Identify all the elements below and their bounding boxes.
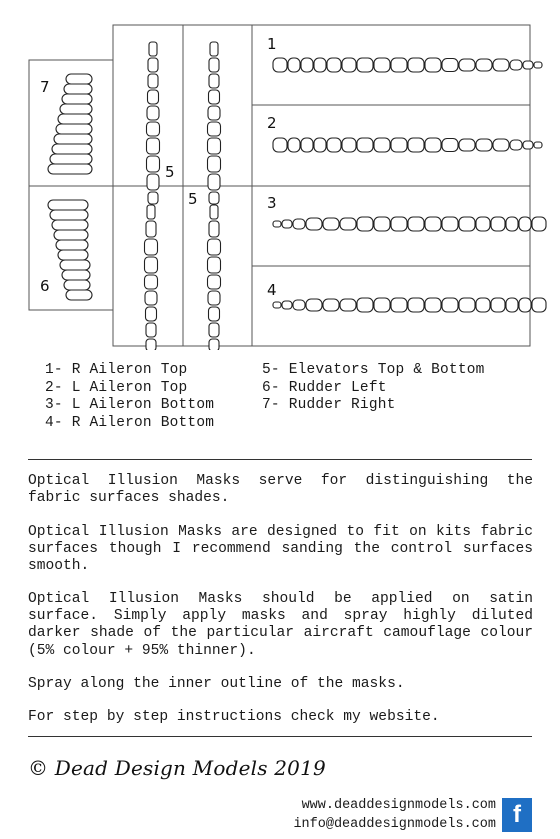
part-number-5-top: 5 (165, 163, 175, 181)
elevator-segment (209, 221, 219, 237)
rudder-right-segment (66, 74, 92, 84)
aileron-3-segment (374, 217, 390, 231)
rudder-right-segment (48, 164, 92, 174)
elevator-segment (208, 138, 221, 154)
rudder-left-segment (52, 220, 88, 230)
aileron-3-segment (323, 218, 339, 230)
aileron-3-segment (491, 217, 505, 231)
aileron-4-segment (459, 298, 475, 312)
aileron-3-segment (306, 218, 322, 230)
part-number-7: 7 (40, 78, 50, 96)
elevator-segment (208, 106, 220, 120)
aileron-1-segment (327, 58, 341, 72)
aileron-2-segment (273, 138, 287, 152)
elevator-segment (210, 205, 218, 219)
legend-right-column (262, 362, 485, 415)
aileron-4-segment (374, 298, 390, 312)
aileron-1-segment (459, 59, 475, 71)
description-paragraph: Optical Illusion Masks should be applied on satin surface. Simply apply masks and spray highly diluted darker shade of the particular aircraft camouflage colour (5% colour + 95% thinner). (28, 591, 533, 659)
elevator-segment (145, 239, 158, 255)
part-number-5-bottom: 5 (188, 190, 198, 208)
part-number-2: 2 (267, 114, 277, 132)
part-number-4: 4 (267, 281, 277, 299)
rudder-left-segment (62, 270, 90, 280)
elevator-segment (208, 122, 221, 136)
elevator-segment (210, 42, 218, 56)
aileron-4-segment (282, 301, 292, 309)
aileron-1-segment (523, 61, 533, 69)
rudder-right-segment (64, 84, 92, 94)
rudder-right-segment (50, 154, 92, 164)
aileron-1-segment (476, 59, 492, 71)
website-link[interactable]: www.deaddesignmodels.com (301, 798, 496, 813)
aileron-4-segment (425, 298, 441, 312)
elevator-segment (209, 58, 219, 72)
legend-item: 3- L Aileron Bottom (45, 397, 215, 413)
elevator-segment (209, 323, 219, 337)
elevator-segment (148, 58, 158, 72)
aileron-1-segment (357, 58, 373, 72)
copyright-notice: © Dead Design Models 2019 (28, 756, 326, 780)
facebook-glyph: f (513, 801, 521, 828)
aileron-3-segment (459, 217, 475, 231)
elevator-segment (146, 221, 156, 237)
part-number-1: 1 (267, 35, 277, 53)
aileron-4-segment (519, 298, 531, 312)
aileron-4-segment (273, 302, 281, 308)
mask-sheet-diagram (0, 0, 560, 350)
elevator-segment (145, 275, 158, 289)
legend-item: 6- Rudder Left (262, 379, 387, 396)
aileron-2-segment (301, 138, 313, 152)
aileron-2-segment (459, 139, 475, 151)
elevator-segment (208, 156, 221, 172)
aileron-2-segment (442, 139, 458, 152)
aileron-3-segment (425, 217, 441, 231)
aileron-2-segment (493, 139, 509, 151)
elevator-segment (145, 291, 157, 305)
aileron-3-segment (519, 217, 531, 231)
elevator-segment (146, 339, 156, 350)
aileron-3-segment (293, 219, 305, 229)
legend-item: 4- R Aileron Bottom (45, 414, 215, 431)
elevator-segment (209, 192, 219, 204)
aileron-1-segment (374, 58, 390, 72)
elevator-segment (148, 74, 158, 88)
aileron-1-segment (391, 58, 407, 72)
aileron-4-segment (506, 298, 518, 312)
aileron-1-segment (493, 59, 509, 71)
aileron-2-segment (523, 141, 533, 149)
legend-item: 5- Elevators Top & Bottom (262, 362, 485, 378)
aileron-3-segment (476, 217, 490, 231)
description-paragraph: Spray along the inner outline of the masks. (28, 676, 405, 692)
elevator-segment (209, 74, 219, 88)
aileron-4-segment (408, 298, 424, 312)
aileron-2-segment (425, 138, 441, 152)
aileron-4-segment (293, 300, 305, 310)
aileron-2-segment (327, 138, 341, 152)
elevator-segment (147, 156, 160, 172)
legend-item: 1- R Aileron Top (45, 362, 188, 378)
aileron-4-segment (491, 298, 505, 312)
aileron-2-segment (391, 138, 407, 152)
divider-top (28, 459, 532, 460)
elevator-segment (149, 42, 157, 56)
aileron-2-segment (342, 138, 356, 152)
elevator-segment (147, 205, 155, 219)
legend-item: 2- L Aileron Top (45, 379, 188, 396)
rudder-left-segment (64, 280, 90, 290)
rudder-right-segment (62, 94, 92, 104)
aileron-2-segment (314, 138, 326, 152)
part-number-3: 3 (267, 194, 277, 212)
elevator-segment (209, 339, 219, 350)
aileron-4-segment (340, 299, 356, 311)
rudder-right-segment (52, 144, 92, 154)
description-paragraph: Optical Illusion Masks are designed to fit on kits fabric surfaces though I recommend sanding the control surfaces smooth. (28, 524, 533, 575)
elevator-segment (148, 192, 158, 204)
legend-left-column (45, 362, 214, 432)
aileron-4-segment (323, 299, 339, 311)
elevator-segment (208, 275, 221, 289)
aileron-4-segment (442, 298, 458, 312)
aileron-4-segment (306, 299, 322, 311)
aileron-4-segment (357, 298, 373, 312)
elevator-segment (208, 174, 220, 190)
aileron-4-segment (391, 298, 407, 312)
rudder-left-segment (54, 230, 88, 240)
aileron-4-segment (532, 298, 546, 312)
aileron-3-segment (340, 218, 356, 230)
aileron-1-segment (408, 58, 424, 72)
aileron-1-segment (534, 62, 542, 68)
elevator-segment (208, 291, 220, 305)
rudder-left-segment (66, 290, 92, 300)
rudder-right-segment (58, 114, 92, 124)
elevator-segment (146, 307, 157, 321)
elevator-segment (145, 257, 158, 273)
aileron-2-segment (476, 139, 492, 151)
part-number-6: 6 (40, 277, 50, 295)
aileron-3-segment (408, 217, 424, 231)
aileron-4-segment (476, 298, 490, 312)
aileron-3-segment (282, 220, 292, 228)
aileron-1-segment (510, 60, 522, 70)
aileron-2-segment (357, 138, 373, 152)
rudder-left-segment (58, 250, 88, 260)
aileron-3-segment (357, 217, 373, 231)
description-paragraph: Optical Illusion Masks serve for distinguishing the fabric surfaces shades. (28, 473, 533, 507)
aileron-1-segment (288, 58, 300, 72)
aileron-2-segment (288, 138, 300, 152)
elevator-segment (147, 138, 160, 154)
aileron-3-segment (442, 217, 458, 231)
rudder-right-segment (56, 124, 92, 134)
aileron-3-segment (506, 217, 518, 231)
rudder-right-segment (54, 134, 92, 144)
aileron-1-segment (301, 58, 313, 72)
aileron-2-segment (408, 138, 424, 152)
aileron-1-segment (314, 58, 326, 72)
email-link[interactable]: info@deaddesignmodels.com (293, 817, 496, 832)
elevator-segment (148, 90, 159, 104)
description-paragraph: For step by step instructions check my website. (28, 709, 440, 725)
rudder-left-segment (56, 240, 88, 250)
elevator-segment (147, 106, 159, 120)
facebook-icon[interactable] (502, 798, 532, 832)
rudder-left-segment (60, 260, 90, 270)
elevator-segment (209, 307, 220, 321)
legend-item: 7- Rudder Right (262, 397, 396, 413)
rudder-left-segment (48, 200, 88, 210)
rudder-right-segment (60, 104, 92, 114)
aileron-1-segment (342, 58, 356, 72)
aileron-2-segment (374, 138, 390, 152)
aileron-3-segment (532, 217, 546, 231)
aileron-3-segment (391, 217, 407, 231)
elevator-segment (209, 90, 220, 104)
elevator-segment (208, 239, 221, 255)
rudder-left-segment (50, 210, 88, 220)
elevator-segment (146, 323, 156, 337)
divider-bottom (28, 736, 532, 737)
elevator-segment (147, 174, 159, 190)
aileron-1-segment (442, 59, 458, 72)
aileron-2-segment (534, 142, 542, 148)
aileron-1-segment (273, 58, 287, 72)
aileron-3-segment (273, 221, 281, 227)
aileron-2-segment (510, 140, 522, 150)
aileron-1-segment (425, 58, 441, 72)
elevator-segment (208, 257, 221, 273)
elevator-segment (147, 122, 160, 136)
